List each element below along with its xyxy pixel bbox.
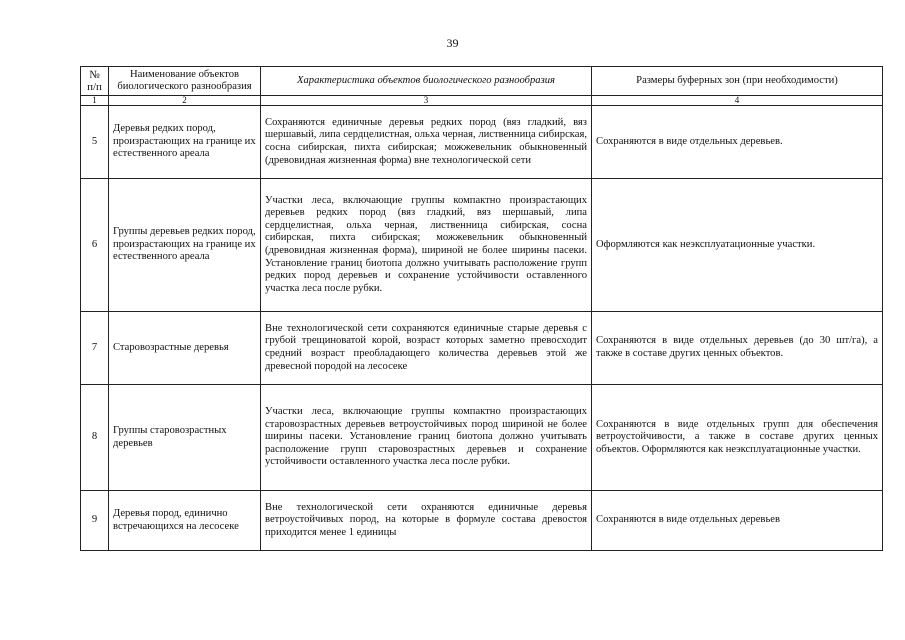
table-row bbox=[81, 491, 883, 551]
row-buffer: Оформляются как неэксплуатационные участки. bbox=[592, 179, 883, 312]
row-object: Деревья редких пород, произрастающих на границе их естественного ареала bbox=[109, 106, 261, 179]
table-row bbox=[81, 106, 883, 179]
page-number: 39 bbox=[446, 36, 459, 50]
row-number: 9 bbox=[81, 491, 109, 551]
row-buffer: Сохраняются в виде отдельных групп для обеспечения ветроустойчивости, а также в составе других ценных объектов. Оформляются как неэксплуатационные участки. bbox=[592, 385, 883, 491]
row-object: Старовозрастные деревья bbox=[109, 312, 261, 385]
table-row bbox=[81, 312, 883, 385]
row-characteristic: Вне технологической сети сохраняются единичные старые деревья с грубой трещиноватой корой, возраст которых заметно превосходит средний возраст преобладающего количества деревьев этой же древесной породой на лесосеке bbox=[261, 312, 592, 385]
row-buffer: Сохраняются в виде отдельных деревьев bbox=[592, 491, 883, 551]
column-number: 2 bbox=[109, 96, 261, 106]
row-characteristic: Вне технологической сети охраняются единичные деревья ветроустойчивых пород, на которые в формуле состава древостоя приходится менее 1 единицы bbox=[261, 491, 592, 551]
row-characteristic: Сохраняются единичные деревья редких пород (вяз гладкий, вяз шершавый, липа сердцелистная, ольха черная, лиственница сибирская, сосна сибирская, пихта сибирская; можжевельник обыкновенный (древовидная жизненная форма) вне технологической сети bbox=[261, 106, 592, 179]
row-number: 5 bbox=[81, 106, 109, 179]
row-number: 8 bbox=[81, 385, 109, 491]
row-buffer: Сохраняются в виде отдельных деревьев. bbox=[592, 106, 883, 179]
header-characteristic: Характеристика объектов биологического разнообразия bbox=[261, 67, 592, 96]
row-object: Группы деревьев редких пород, произрастающих на границе их естественного ареала bbox=[109, 179, 261, 312]
column-numbers-row bbox=[81, 96, 883, 106]
row-object: Деревья пород, единично встречающихся на лесосеке bbox=[109, 491, 261, 551]
table-row bbox=[81, 179, 883, 312]
biodiversity-table bbox=[80, 66, 883, 551]
row-number: 7 bbox=[81, 312, 109, 385]
header-object: Наименование объектов биологического разнообразия bbox=[109, 67, 261, 96]
column-number: 4 bbox=[592, 96, 883, 106]
row-characteristic: Участки леса, включающие группы компактно произрастающих старовозрастных деревьев ветроустойчивых пород шириной не более ширины пасеки. Установление границ биотопа должно учитывать расположение групп старовозрастных деревьев и сохранение устойчивости оставленного участка леса после рубки. bbox=[261, 385, 592, 491]
header-buffer: Размеры буферных зон (при необходимости) bbox=[592, 67, 883, 96]
row-number: 6 bbox=[81, 179, 109, 312]
table-header-row bbox=[81, 67, 883, 96]
row-buffer: Сохраняются в виде отдельных деревьев (до 30 шт/га), а также в составе других ценных объектов. bbox=[592, 312, 883, 385]
column-number: 3 bbox=[261, 96, 592, 106]
row-characteristic: Участки леса, включающие группы компактно произрастающих деревьев редких пород (вяз гладкий, вяз шершавый, липа сердцелистная, ольха черная, лиственница сибирская, сосна сибирская, пихта сибирская; можжевельник обыкновенный (древовидная жизненная форма), шириной не более ширины пасеки. Установление границ биотопа должно учитывать расположение групп редких пород деревьев и сохранение устойчивости оставленного участка леса после рубки. bbox=[261, 179, 592, 312]
header-num: № п/п bbox=[81, 67, 109, 96]
column-number: 1 bbox=[81, 96, 109, 106]
row-object: Группы старовозрастных деревьев bbox=[109, 385, 261, 491]
table-row bbox=[81, 385, 883, 491]
